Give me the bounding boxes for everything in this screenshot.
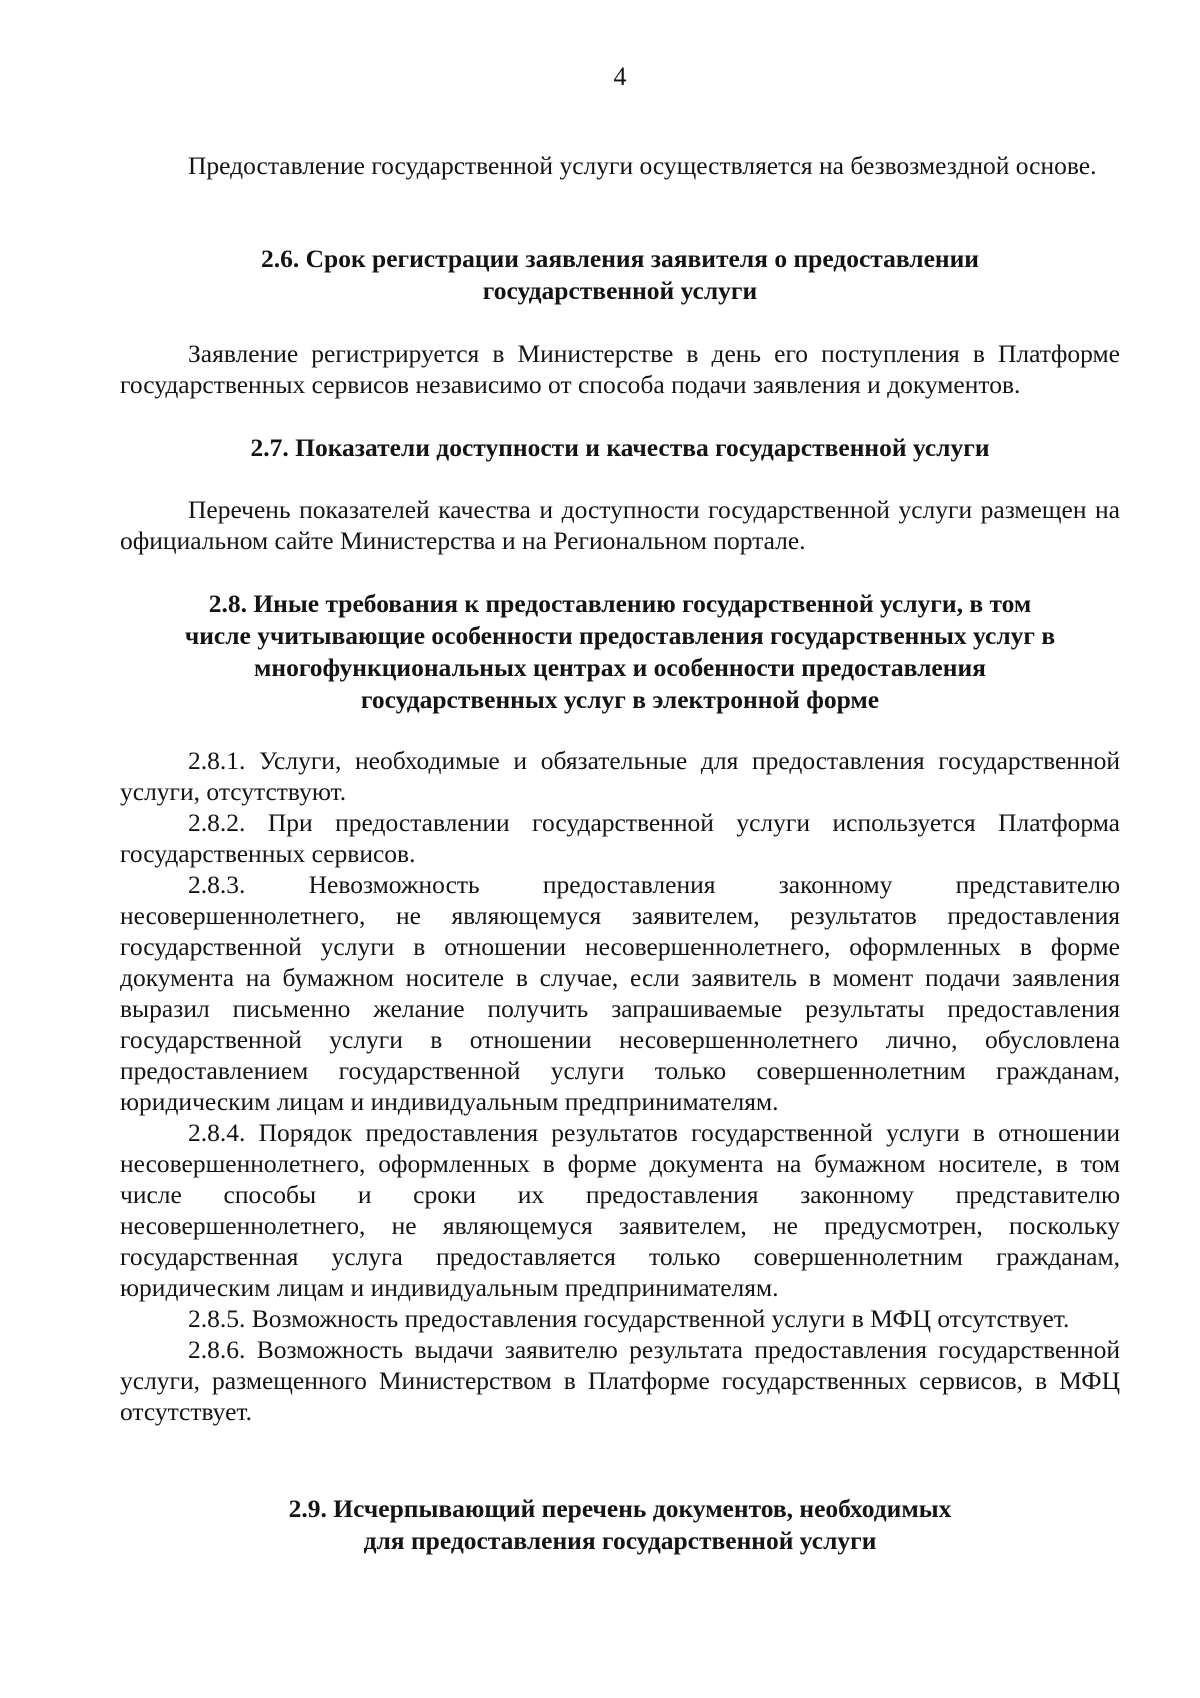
section-2-6-paragraph xyxy=(120,338,1120,400)
section-2-6-text: Заявление регистрируется в Министерстве в день его поступления в Платформе государственных сервисов независимо от способа подачи заявления и документов. xyxy=(120,339,1120,399)
section-2-6-heading xyxy=(120,243,1120,307)
section-2-7-paragraph xyxy=(120,494,1120,556)
section-2-6-heading-line2: государственной услуги xyxy=(482,276,758,305)
section-2-9-heading-line1: 2.9. Исчерпывающий перечень документов, необходимых xyxy=(288,1494,952,1523)
section-2-9-heading xyxy=(120,1493,1120,1557)
section-2-8-items xyxy=(120,745,1120,1427)
section-2-7-text: Перечень показателей качества и доступности государственной услуги размещен на официальном сайте Министерства и на Региональном портале. xyxy=(120,495,1120,555)
section-2-8-heading-line3: многофункциональных центрах и особенности предоставления xyxy=(254,653,986,682)
section-2-7-heading xyxy=(120,432,1120,464)
list-item: 2.8.4. Порядок предоставления результатов государственной услуги в отношении несовершеннолетнего, оформленных в форме документа на бумажном носителе, в том числе способы и сроки их предоставления законному представителю несовершеннолетнего, не являющемуся заявителем, не предусмотрен, поскольку государственная услуга предоставляется только совершеннолетним гражданам, юридическим лицам и индивидуальным предпринимателям. xyxy=(120,1118,1120,1302)
intro-paragraph xyxy=(120,150,1120,181)
section-2-8-heading-line1: 2.8. Иные требования к предоставлению государственной услуги, в том xyxy=(208,589,1032,618)
section-2-7-heading-line: 2.7. Показатели доступности и качества государственной услуги xyxy=(250,433,990,462)
list-item: 2.8.5. Возможность предоставления государственной услуги в МФЦ отсутствует. xyxy=(188,1304,1070,1333)
list-item: 2.8.3. Невозможность предоставления законному представителю несовершеннолетнего, не являющемуся заявителем, результатов предоставления государственной услуги в отношении несовершеннолетнего, оформленных в форме документа на бумажном носителе в случае, если заявитель в момент подачи заявления выразил письменно желание получить запрашиваемые результаты предоставления государственной услуги в отношении несовершеннолетнего лично, обусловлена предоставлением государственной услуги только совершеннолетним гражданам, юридическим лицам и индивидуальным предпринимателям. xyxy=(120,870,1120,1116)
intro-text: Предоставление государственной услуги осуществляется на безвозмездной основе. xyxy=(188,151,1097,180)
list-item: 2.8.2. При предоставлении государственной услуги используется Платформа государственных сервисов. xyxy=(120,808,1120,868)
section-2-9-heading-line2: для предоставления государственной услуги xyxy=(363,1526,877,1555)
list-item: 2.8.6. Возможность выдачи заявителю результата предоставления государственной услуги, размещенного Министерством в Платформе государственных сервисов, в МФЦ отсутствует. xyxy=(120,1335,1120,1426)
section-2-8-heading xyxy=(120,588,1120,716)
page-number: 4 xyxy=(613,62,627,91)
section-2-8-heading-line4: государственных услуг в электронной форме xyxy=(360,685,880,714)
list-item: 2.8.1. Услуги, необходимые и обязательные для предоставления государственной услуги, отсутствуют. xyxy=(120,746,1120,806)
section-2-6-heading-line1: 2.6. Срок регистрации заявления заявителя о предоставлении xyxy=(260,244,979,273)
section-2-8-heading-line2: числе учитывающие особенности предоставления государственных услуг в xyxy=(184,621,1056,650)
